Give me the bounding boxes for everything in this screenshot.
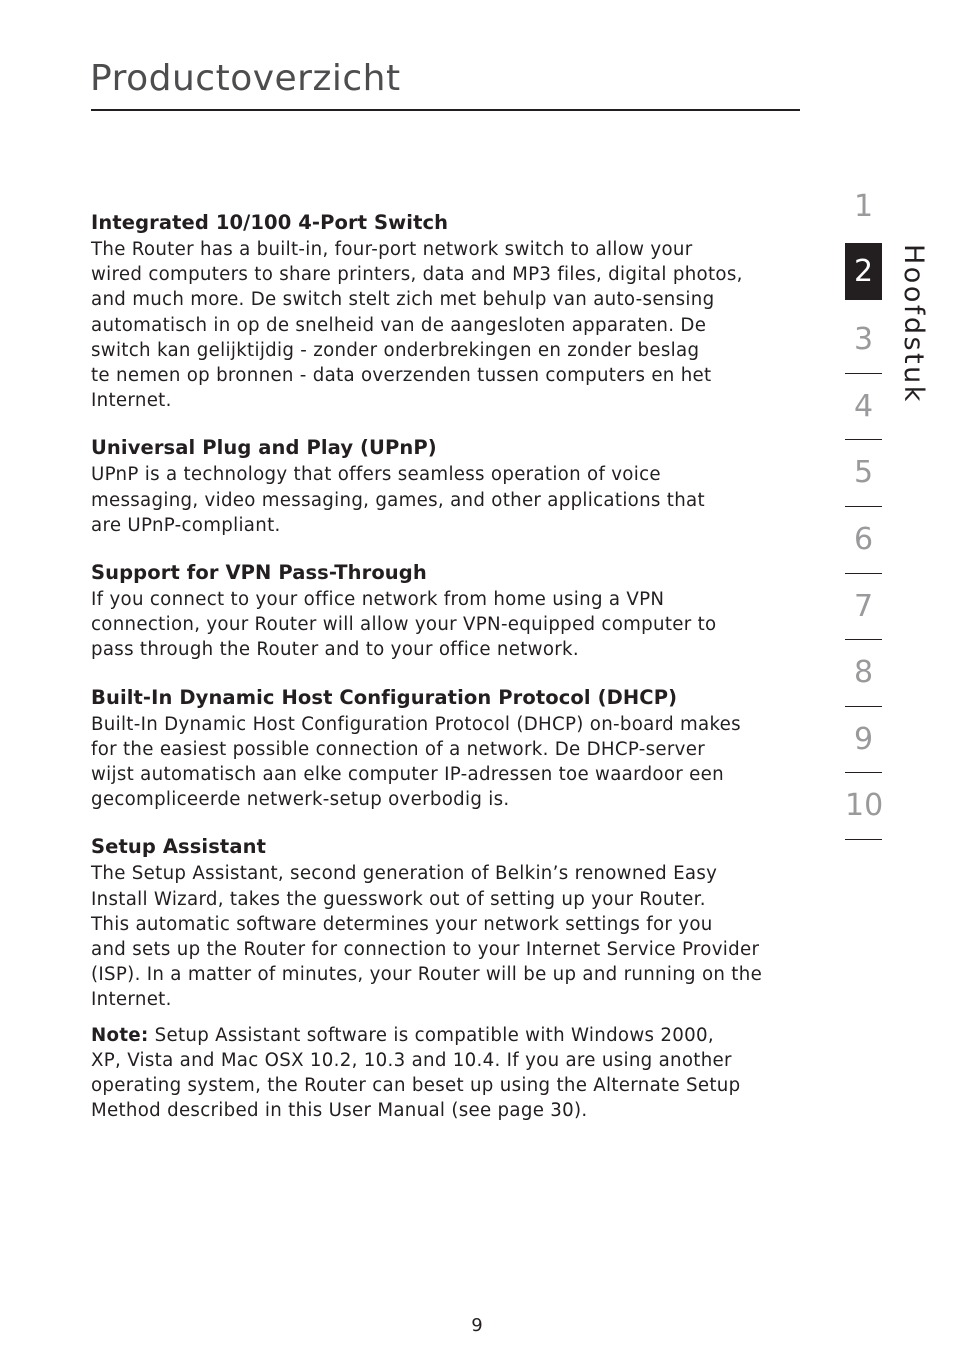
section-body: UPnP is a technology that offers seamless operation of voice messaging, video messaging, games, and other applications that are UPnP-compliant. (91, 464, 705, 536)
chapter-8 (845, 640, 882, 707)
note-text: Setup Assistant software is compatible with Windows 2000, XP, Vista and Mac OSX 10.2, 10.3 and 10.4. If you are using another operating system, the Router can beset up using the Alternate Setup Method described in this User Manual (see page 30). (91, 1024, 741, 1122)
page-number: 9 (471, 1315, 483, 1336)
chapter-5 (845, 440, 882, 507)
chapter-6 (845, 507, 882, 574)
chapter-number: 4 (853, 388, 874, 424)
page-title: Productoverzicht (90, 58, 401, 99)
chapter-number: 5 (853, 455, 874, 491)
chapter-3 (845, 307, 882, 374)
chapter-number: 10 (845, 788, 884, 824)
section-upnp (91, 433, 811, 538)
chapter-2-active: 2 (845, 243, 882, 300)
section-body: If you connect to your office network from home using a VPN connection, your Router will allow your VPN-equipped computer to pass through the Router and to your office network. (91, 589, 717, 661)
section-body: Built-In Dynamic Host Configuration Protocol (DHCP) on-board makes for the easiest possible connection of a network. De DHCP-server wijst automatisch aan elke computer IP-adressen toe waardoor een gecompliceerde netwerk-setup overbodig is. (91, 713, 741, 811)
section-body: The Router has a built-in, four-port network switch to allow your wired computers to share printers, data and MP3 files, digital photos, and much more. De switch stelt zich met behulp van auto-sensing automatisch in op de snelheid van de aangesloten apparaten. De switch kan gelijktijdig - zonder onderbrekingen en zonder beslag te nemen op bronnen - data overzenden tussen computers en het Internet. (91, 239, 743, 412)
section-dhcp (91, 683, 811, 813)
chapter-7 (845, 574, 882, 641)
section-setup-assistant (91, 832, 811, 1012)
chapter-number: 9 (853, 721, 874, 757)
section-vpn-pass-through (91, 558, 811, 663)
chapter-divider (845, 839, 882, 840)
chapter-number: 1 (853, 189, 874, 224)
section-body: The Setup Assistant, second generation of Belkin’s renowned Easy Install Wizard, takes the guesswork out of setting up your Router. This automatic software determines your network settings for you and sets up the Router for connection to your Internet Service Provider (ISP). In a matter of minutes, your Router will be up and running on the Internet. (91, 863, 763, 1011)
section-heading: Built-In Dynamic Host Configuration Protocol (DHCP) (91, 685, 678, 709)
section-integrated-switch (91, 208, 811, 413)
chapter-number: 3 (853, 322, 874, 358)
note-paragraph (91, 1023, 811, 1124)
section-heading: Integrated 10/100 4-Port Switch (91, 211, 449, 234)
chapter-4 (845, 374, 882, 441)
main-content (91, 208, 811, 1123)
note-label: Note: (91, 1024, 149, 1046)
section-heading: Universal Plug and Play (UPnP) (91, 436, 437, 460)
chapter-number: 6 (853, 521, 874, 557)
chapter-1 (845, 174, 882, 241)
chapter-side-label: Hoofdstuk (898, 244, 929, 404)
chapter-number: 7 (853, 588, 874, 624)
section-heading: Support for VPN Pass-Through (91, 561, 427, 585)
chapter-number: 8 (853, 655, 874, 691)
chapter-9 (845, 707, 882, 774)
chapter-10 (845, 773, 882, 840)
title-divider (91, 109, 800, 111)
section-heading: Setup Assistant (91, 835, 267, 859)
